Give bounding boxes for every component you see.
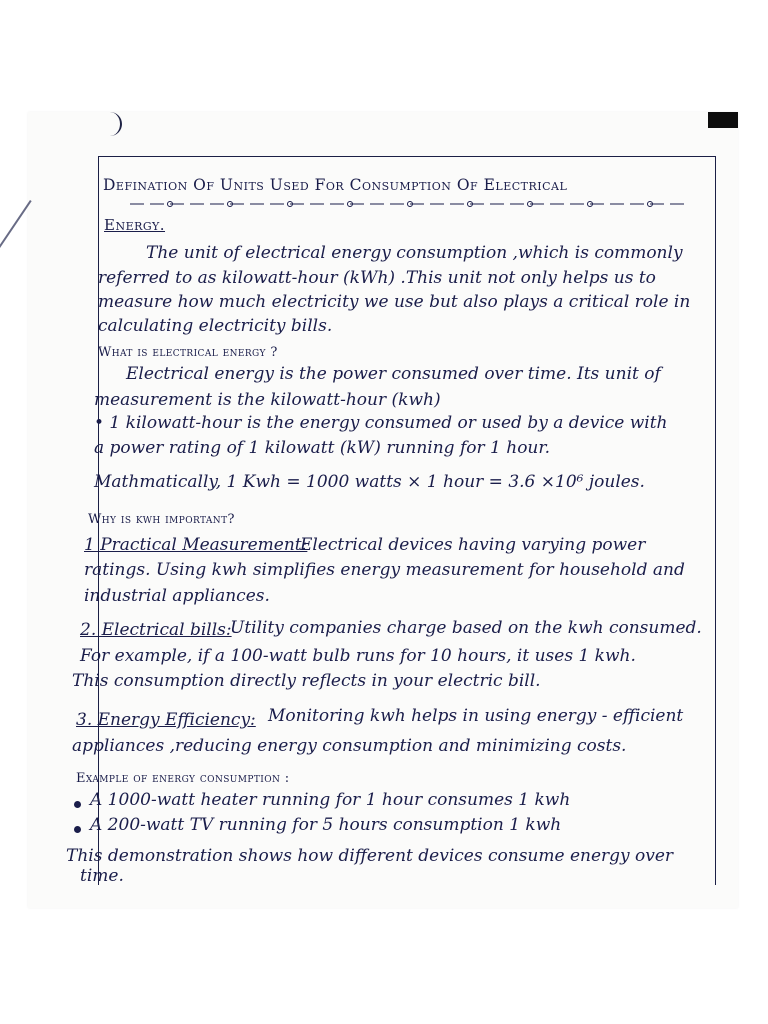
section-heading: Why is kwh important? — [88, 512, 235, 527]
section-line: Electrical energy is the power consumed over time. Its unit of — [126, 364, 661, 384]
conclusion-line: time. — [80, 866, 124, 886]
page-title-continued: Energy. — [104, 216, 166, 234]
point-line: This consumption directly reflects in your electric bill. — [72, 671, 541, 691]
section-heading: Example of energy consumption : — [76, 771, 290, 786]
margin-stroke — [0, 200, 32, 267]
point-line: appliances ,reducing energy consumption and minimizing costs. — [72, 736, 627, 756]
point-line: Electrical devices having varying power — [300, 535, 646, 555]
point-line: industrial appliances. — [84, 586, 270, 606]
section-line: a power rating of 1 kilowatt (kW) running for 1 hour. — [94, 438, 551, 458]
example-line: A 200-watt TV running for 5 hours consumption 1 kwh — [90, 815, 562, 835]
page-title: Defination Of Units Used For Consumption Of Electrical — [103, 176, 568, 194]
point-label: 3. Energy Efficiency: — [76, 710, 256, 730]
intro-line: referred to as kilowatt-hour (kWh) .This unit not only helps us to — [98, 268, 656, 288]
conclusion-line: This demonstration shows how different devices consume energy over — [66, 846, 674, 866]
edge-tab-mark — [708, 112, 738, 128]
section-line: measurement is the kilowatt-hour (kwh) — [94, 390, 441, 410]
point-label: 1 Practical Measurement: — [84, 535, 308, 555]
intro-line: calculating electricity bills. — [98, 316, 333, 336]
formula-line: Mathmatically, 1 Kwh = 1000 watts × 1 hour = 3.6 ×10⁶ joules. — [94, 472, 645, 492]
point-label: 2. Electrical bills: — [80, 620, 232, 640]
point-line: For example, if a 100-watt bulb runs for 10 hours, it uses 1 kwh. — [80, 646, 636, 666]
point-line: Monitoring kwh helps in using energy - efficient — [268, 706, 684, 726]
example-line: A 1000-watt heater running for 1 hour consumes 1 kwh — [90, 790, 571, 810]
intro-line: measure how much electricity we use but also plays a critical role in — [98, 292, 691, 312]
point-line: ratings. Using kwh simplifies energy measurement for household and — [84, 560, 685, 580]
section-line: • 1 kilowatt-hour is the energy consumed or used by a device with — [94, 413, 668, 433]
section-heading: What is electrical energy ? — [98, 345, 278, 360]
intro-line: The unit of electrical energy consumption ,which is commonly — [146, 243, 683, 263]
bullet-icon — [74, 826, 81, 833]
title-decoration — [130, 199, 690, 209]
point-line: Utility companies charge based on the kwh consumed. — [230, 618, 702, 638]
bullet-icon — [74, 801, 81, 808]
